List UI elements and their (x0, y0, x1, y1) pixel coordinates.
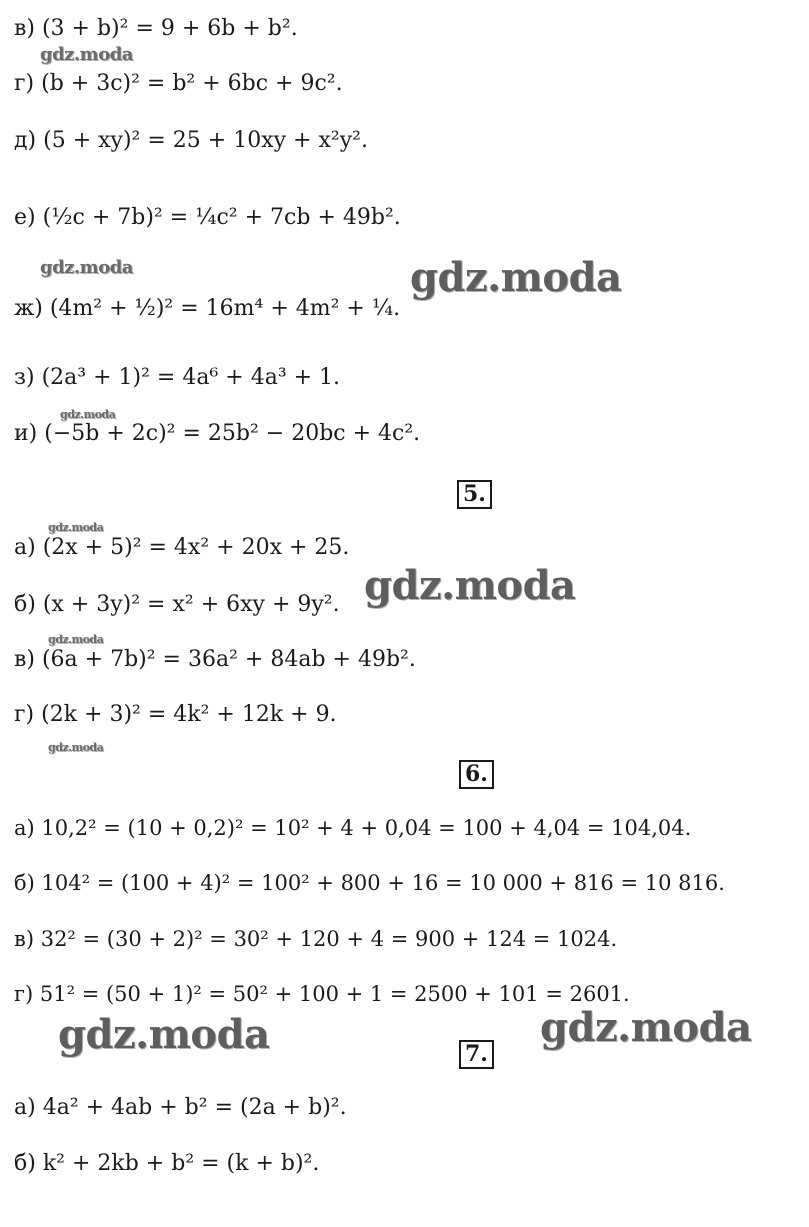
watermark: gdz.moda (48, 521, 104, 534)
math-expression: 51² = (50 + 1)² = 50² + 100 + 1 = 2500 + 101 = 2601. (39, 982, 630, 1006)
item-label: е) (14, 205, 36, 230)
item-label: г) (14, 71, 35, 96)
exercise-line (14, 649, 416, 671)
watermark: gdz.moda (48, 633, 104, 646)
exercise-line (14, 367, 340, 389)
exercise-line (14, 73, 343, 95)
item-label: б) (14, 1151, 36, 1176)
exercise-line (14, 423, 420, 445)
watermark: gdz.moda (40, 257, 133, 278)
item-label: и) (14, 421, 38, 446)
math-expression: 4a² + 4ab + b² = (2a + b)². (42, 1095, 347, 1120)
math-expression: (x + 3y)² = x² + 6xy + 9y². (42, 592, 340, 617)
item-label: в) (14, 927, 35, 951)
exercise-line (14, 18, 298, 40)
watermark: gdz.moda (48, 741, 104, 754)
item-label: д) (14, 128, 37, 153)
math-expression: 32² = (30 + 2)² = 30² + 120 + 4 = 900 + 124 = 1024. (40, 927, 618, 951)
math-expression: (2k + 3)² = 4k² + 12k + 9. (41, 702, 337, 727)
exercise-line (14, 873, 725, 894)
exercise-line (14, 1153, 319, 1175)
item-label: б) (14, 871, 35, 895)
math-expression: (2a³ + 1)² = 4a⁶ + 4a³ + 1. (41, 365, 341, 390)
watermark: gdz.moda (40, 44, 133, 65)
item-label: а) (14, 1095, 36, 1120)
section-number-6: 6. (459, 760, 494, 789)
exercise-line (14, 929, 617, 950)
math-expression: k² + 2kb + b² = (k + b)². (42, 1151, 320, 1176)
math-expression: (−5b + 2c)² = 25b² − 20bc + 4c². (44, 421, 421, 446)
section-number-5: 5. (457, 480, 492, 509)
watermark: gdz.moda (410, 254, 622, 301)
watermark: gdz.moda (540, 1004, 752, 1051)
watermark: gdz.moda (60, 408, 116, 421)
item-label: а) (14, 816, 35, 840)
item-label: в) (14, 647, 35, 672)
item-label: а) (14, 535, 36, 560)
exercise-line (14, 704, 337, 726)
exercise-line (14, 818, 691, 839)
exercise-line (14, 207, 401, 229)
exercise-line (14, 298, 400, 320)
item-label: з) (14, 365, 35, 390)
exercise-line (14, 130, 368, 152)
math-expression: 10,2² = (10 + 0,2)² = 10² + 4 + 0,04 = 100 + 4,04 = 104,04. (41, 816, 692, 840)
item-label: в) (14, 16, 35, 41)
watermark: gdz.moda (364, 562, 576, 609)
math-expression: (4m² + ½)² = 16m⁴ + 4m² + ¼. (49, 296, 401, 321)
item-label: г) (14, 982, 34, 1006)
exercise-line (14, 984, 630, 1005)
exercise-line (14, 537, 349, 559)
item-label: г) (14, 702, 35, 727)
math-expression: (½c + 7b)² = ¼c² + 7cb + 49b². (42, 205, 401, 230)
math-expression: (3 + b)² = 9 + 6b + b². (41, 16, 298, 41)
item-label: ж) (14, 296, 43, 321)
math-expression: (6a + 7b)² = 36a² + 84ab + 49b². (41, 647, 416, 672)
watermark: gdz.moda (58, 1011, 270, 1058)
exercise-line (14, 1097, 347, 1119)
item-label: б) (14, 592, 36, 617)
math-expression: (b + 3c)² = b² + 6bc + 9c². (41, 71, 343, 96)
exercise-line (14, 594, 340, 616)
math-expression: 104² = (100 + 4)² = 100² + 800 + 16 = 10 000 + 816 = 10 816. (41, 871, 725, 895)
math-expression: (5 + xy)² = 25 + 10xy + x²y². (43, 128, 368, 153)
section-number-7: 7. (459, 1040, 494, 1069)
math-expression: (2x + 5)² = 4x² + 20x + 25. (42, 535, 350, 560)
